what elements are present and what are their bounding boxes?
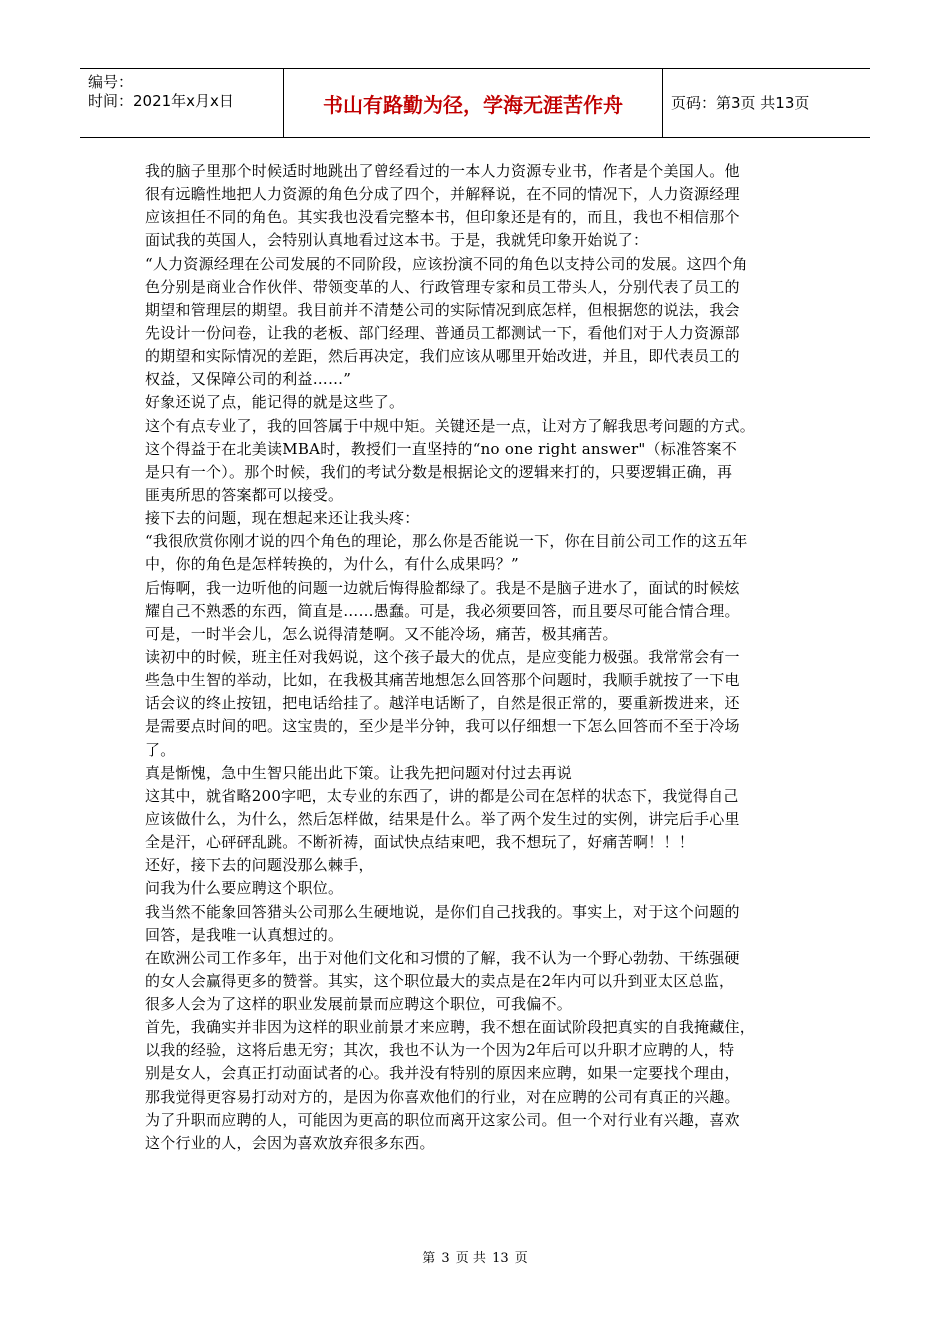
body-line: 别是女人，会真正打动面试者的心。我并没有特别的原因来应聘，如果一定要找个理由， xyxy=(145,1064,740,1083)
body-line: 面试我的英国人，会特别认真地看过这本书。于是，我就凭印象开始说了： xyxy=(145,231,649,250)
body-line: 色分别是商业合作伙伴、带领变革的人、行政管理专家和员工带头人，分别代表了员工的 xyxy=(145,277,740,296)
document-body xyxy=(145,160,813,1155)
header-motto-cell xyxy=(284,69,663,137)
body-line: 话会议的终止按钮，把电话给挂了。越洋电话断了，自然是很正常的，要重新拨进来，还 xyxy=(145,694,740,713)
body-line: 全是汗，心砰砰乱跳。不断祈祷，面试快点结束吧，我不想玩了，好痛苦啊！！！ xyxy=(145,833,695,852)
body-line: 是需要点时间的吧。这宝贵的，至少是半分钟，我可以仔细想一下怎么回答而不至于冷场 xyxy=(145,717,740,736)
body-line: 应该做什么，为什么，然后怎样做，结果是什么。举了两个发生过的实例，讲完后手心里 xyxy=(145,809,740,828)
body-line: 中，你的角色是怎样转换的，为什么，有什么成果吗？” xyxy=(145,555,519,574)
page-header xyxy=(80,68,870,138)
body-line: 后悔啊，我一边听他的问题一边就后悔得脸都绿了。我是不是脑子进水了，面试的时候炫 xyxy=(145,578,740,597)
body-line: 还好，接下去的问题没那么棘手， xyxy=(145,856,374,875)
body-line: 我当然不能象回答猎头公司那么生硬地说，是你们自己找我的。事实上，对于这个问题的 xyxy=(145,902,740,921)
document-number-label: 编号： xyxy=(88,73,134,91)
footer-suffix: 页 xyxy=(514,1251,528,1266)
body-line: 为了升职而应聘的人，可能因为更高的职位而离开这家公司。但一个对行业有兴趣，喜欢 xyxy=(145,1110,740,1129)
footer-prefix: 第 xyxy=(422,1251,436,1266)
header-meta-cell xyxy=(80,69,284,137)
body-line: 那我觉得更容易打动对方的，是因为你喜欢他们的行业，对在应聘的公司有真正的兴趣。 xyxy=(145,1087,740,1106)
document-time-label: 时间：2021年x月x日 xyxy=(88,92,234,110)
body-line: “我很欣赏你刚才说的四个角色的理论，那么你是否能说一下，你在目前公司工作的这五年 xyxy=(145,532,748,551)
footer-mid: 页 共 xyxy=(455,1251,486,1266)
body-line: 先设计一份问卷，让我的老板、部门经理、普通员工都测试一下，看他们对于人力资源部 xyxy=(145,323,740,342)
body-line: 回答，是我唯一认真想过的。 xyxy=(145,925,344,944)
body-line: “人力资源经理在公司发展的不同阶段，应该扮演不同的角色以支持公司的发展。这四个角 xyxy=(145,254,748,273)
body-line: 这个行业的人，会因为喜欢放弃很多东西。 xyxy=(145,1133,435,1152)
body-line: 读初中的时候，班主任对我妈说，这个孩子最大的优点，是应变能力极强。我常常会有一 xyxy=(145,647,740,666)
body-line: 些急中生智的举动，比如，在我极其痛苦地想怎么回答那个问题时，我顺手就按了一下电 xyxy=(145,671,740,690)
body-line: 权益，又保障公司的利益……” xyxy=(145,370,352,389)
body-line: 匪夷所思的答案都可以接受。 xyxy=(145,485,344,504)
body-line: 这个有点专业了，我的回答属于中规中矩。关键还是一点，让对方了解我思考问题的方式。 xyxy=(145,416,756,435)
body-line: 耀自己不熟悉的东西，简直是……愚蠢。可是，我必须要回答，而且要尽可能合情合理。 xyxy=(145,601,740,620)
body-line: 的期望和实际情况的差距，然后再决定，我们应该从哪里开始改进，并且，即代表员工的 xyxy=(145,347,740,366)
body-line: 很有远瞻性地把人力资源的角色分成了四个，并解释说，在不同的情况下，人力资源经理 xyxy=(145,185,740,204)
header-motto: 书山有路勤为径，学海无涯苦作舟 xyxy=(323,93,623,117)
body-line: 应该担任不同的角色。其实我也没看完整本书，但印象还是有的，而且，我也不相信那个 xyxy=(145,208,740,227)
body-line: 问我为什么要应聘这个职位。 xyxy=(145,879,344,898)
body-line: 很多人会为了这样的职业发展前景而应聘这个职位，可我偏不。 xyxy=(145,995,573,1014)
footer-total-pages: 13 xyxy=(492,1251,509,1266)
page-footer xyxy=(0,1247,950,1266)
body-line: 期望和管理层的期望。我目前并不清楚公司的实际情况到底怎样，但根据您的说法，我会 xyxy=(145,300,740,319)
body-line: 真是惭愧，急中生智只能出此下策。让我先把问题对付过去再说 xyxy=(145,763,573,782)
body-line: 以我的经验，这将后患无穷；其次，我也不认为一个因为2年后可以升职才应聘的人，特 xyxy=(145,1041,735,1060)
body-line: 可是，一时半会儿，怎么说得清楚啊。又不能冷场，痛苦，极其痛苦。 xyxy=(145,624,618,643)
body-line: 的女人会赢得更多的赞誉。其实，这个职位最大的卖点是在2年内可以升到亚太区总监， xyxy=(145,971,735,990)
body-line: 我的脑子里那个时候适时地跳出了曾经看过的一本人力资源专业书，作者是个美国人。他 xyxy=(145,162,740,180)
body-line: 首先，我确实并非因为这样的职业前景才来应聘，我不想在面试阶段把真实的自我掩藏住， xyxy=(145,1018,756,1037)
header-page-info: 页码：第3页 共13页 xyxy=(671,94,810,112)
body-line: 这其中，就省略200字吧，太专业的东西了，讲的都是公司在怎样的状态下，我觉得自己 xyxy=(145,786,739,805)
body-line: 在欧洲公司工作多年，出于对他们文化和习惯的了解，我不认为一个野心勃勃、干练强硬 xyxy=(145,948,740,967)
body-line: 好象还说了点，能记得的就是这些了。 xyxy=(145,393,405,412)
footer-current-page: 3 xyxy=(441,1251,450,1266)
header-page-cell xyxy=(663,69,870,137)
body-line: 这个得益于在北美读MBA时，教授们一直坚持的“no one right answer"（标准答案不 xyxy=(145,439,738,458)
body-line: 是只有一个）。那个时候，我们的考试分数是根据论文的逻辑来打的，只要逻辑正确，再 xyxy=(145,462,733,481)
body-line: 了。 xyxy=(145,740,176,759)
body-line: 接下去的问题，现在想起来还让我头疼： xyxy=(145,509,420,528)
